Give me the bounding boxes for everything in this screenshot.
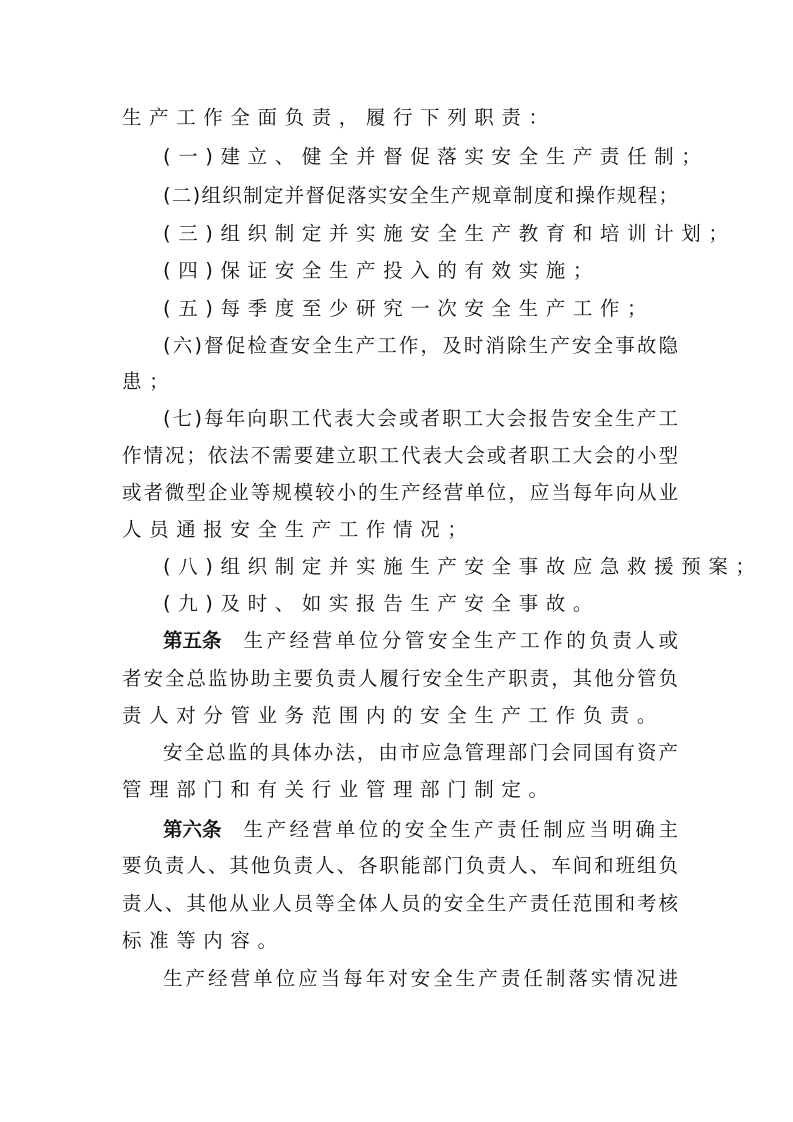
- text-line: 标准等内容。: [122, 929, 285, 952]
- duty-item-4: (四)保证安全生产投入的有效实施；: [163, 259, 600, 282]
- duty-item-3: (三)组织制定并实施安全生产教育和培训计划；: [163, 222, 736, 245]
- text-line: 责人、其他从业人员等全体人员的安全生产责任范围和考核: [122, 892, 678, 915]
- article-5-label: 第五条: [163, 629, 222, 652]
- text-line: 要负责人、其他负责人、各职能部门负责人、车间和班组负: [122, 854, 678, 877]
- duty-item-5: (五)每季度至少研究一次安全生产工作；: [163, 297, 655, 320]
- article-6-line: [163, 817, 678, 843]
- duty-item-7: (七)每年向职工代表大会或者职工大会报告安全生产工: [163, 407, 678, 430]
- text-line: 患；: [122, 370, 177, 393]
- duty-item-9: (九)及时、如实报告生产安全事故。: [163, 592, 600, 615]
- text-line: 安全总监的具体办法，由市应急管理部门会同国有资产: [163, 741, 678, 764]
- article-5-text: 生产经营单位分管安全生产工作的负责人或: [243, 629, 678, 652]
- text-line: 作情况；依法不需要建立职工代表大会或者职工大会的小型: [122, 444, 678, 467]
- text-line: 人员通报安全生产工作情况；: [122, 518, 475, 541]
- article-6-text: 生产经营单位的安全生产责任制应当明确主: [243, 818, 678, 841]
- text-line: 管理部门和有关行业管理部门制定。: [122, 778, 556, 801]
- text-line: 责人对分管业务范围内的安全生产工作负责。: [122, 704, 665, 727]
- text-line: 或者微型企业等规模较小的生产经营单位，应当每年向从业: [122, 481, 678, 504]
- text-line: 生产经营单位应当每年对安全生产责任制落实情况进: [163, 967, 678, 990]
- duty-item-8: (八)组织制定并实施生产安全事故应急救援预案；: [163, 555, 763, 578]
- duty-item-6: (六)督促检查安全生产工作，及时消除生产安全事故隐: [163, 334, 678, 357]
- article-5-line: [163, 628, 678, 654]
- duty-item-2: (二)组织制定并督促落实安全生产规章制度和操作规程；: [163, 184, 678, 207]
- text-line: 生产工作全面负责，履行下列职责：: [122, 106, 556, 129]
- duty-item-1: (一)建立、健全并督促落实安全生产责任制；: [163, 145, 709, 168]
- text-line: 者安全总监协助主要负责人履行安全生产职责，其他分管负: [122, 667, 678, 690]
- article-6-label: 第六条: [163, 818, 222, 841]
